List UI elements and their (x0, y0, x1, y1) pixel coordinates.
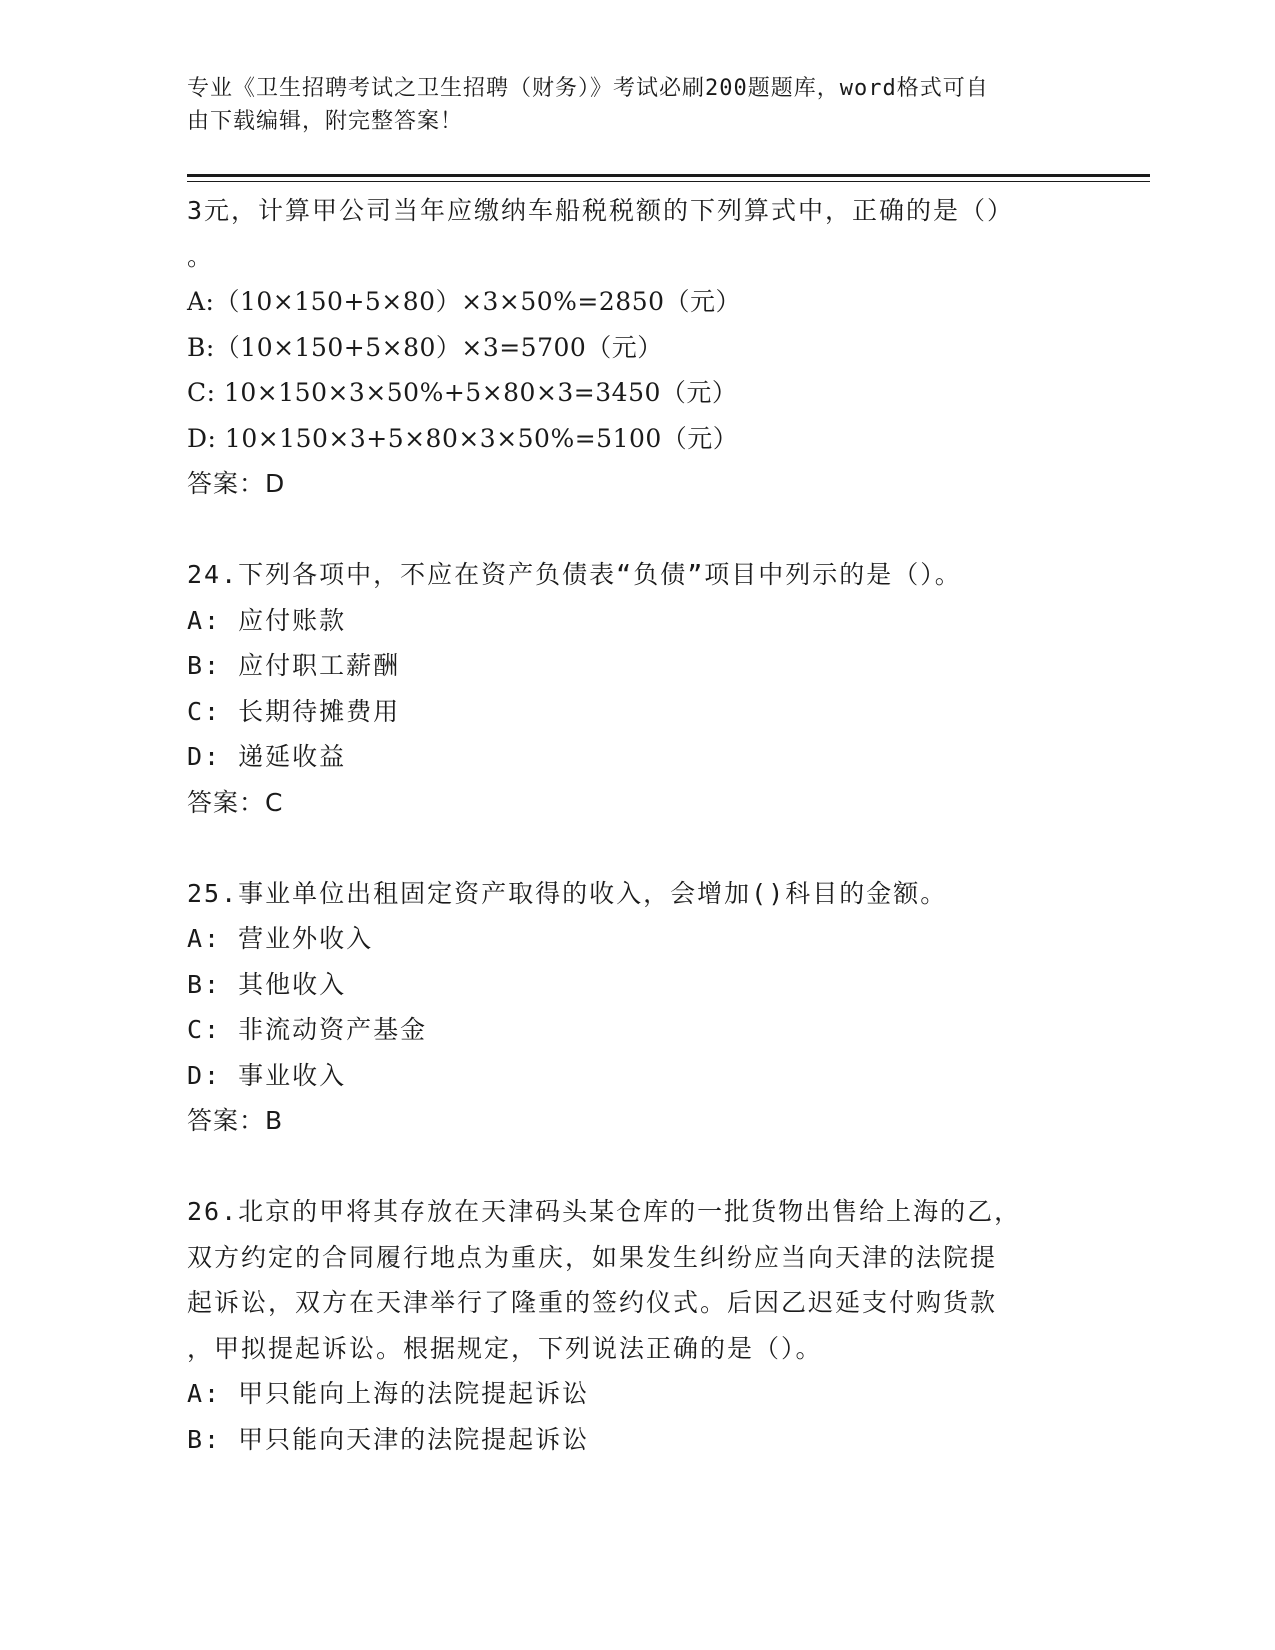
document-header (187, 72, 1067, 138)
question-stem-line: 。 (187, 241, 215, 271)
spacer (187, 507, 1077, 553)
question-25 (187, 871, 1077, 1144)
question-list (187, 188, 1077, 1462)
question-stem-line: 双方约定的合同履行地点为重庆，如果发生纠纷应当向天津的法院提 (187, 1242, 998, 1272)
question-stem-line: 3元，计算甲公司当年应缴纳车船税税额的下列算式中，正确的是（） (187, 196, 1015, 225)
header-divider-thick (187, 174, 1150, 177)
question-24 (187, 552, 1077, 825)
answer-label: 答案：D (187, 469, 286, 498)
option-a: A: 营业外收入 (187, 924, 374, 953)
option-a: A: 应付账款 (187, 605, 347, 635)
header-divider-thin (187, 181, 1150, 182)
question-stem-line: 26.北京的甲将其存放在天津码头某仓库的一批货物出售给上海的乙， (187, 1197, 1022, 1226)
question-continued (187, 188, 1077, 507)
question-stem-line: ，甲拟提起诉讼。根据规定，下列说法正确的是（）。 (187, 1333, 823, 1363)
option-b: B: 甲只能向天津的法院提起诉讼 (187, 1424, 590, 1454)
option-c: C: 10×150×3×50%+5×80×3=3450（元） (187, 378, 738, 407)
header-title-line-1: 专业《卫生招聘考试之卫生招聘（财务）》考试必刷200题题库，word格式可自 (187, 76, 989, 101)
question-26 (187, 1189, 1077, 1462)
option-b: B: 应付职工薪酬 (187, 651, 401, 680)
answer-label: 答案：C (187, 787, 284, 817)
question-stem-line: 起诉讼，双方在天津举行了隆重的签约仪式。后因乙迟延支付购货款 (187, 1288, 998, 1317)
question-stem-line: 24.下列各项中，不应在资产负债表“负债”项目中列示的是（）。 (187, 560, 962, 589)
option-c: C: 长期待摊费用 (187, 696, 401, 726)
question-stem-line: 25.事业单位出租固定资产取得的收入，会增加()科目的金额。 (187, 878, 948, 908)
spacer (187, 825, 1077, 871)
option-a: A:（10×150+5×80）×3×50%=2850（元） (187, 287, 742, 316)
option-b: B: 其他收入 (187, 969, 347, 999)
option-b: B:（10×150+5×80）×3=5700（元） (187, 332, 663, 362)
spacer (187, 1144, 1077, 1190)
option-c: C: 非流动资产基金 (187, 1015, 428, 1044)
option-d: D: 事业收入 (187, 1060, 347, 1090)
option-a: A: 甲只能向上海的法院提起诉讼 (187, 1379, 590, 1408)
option-d: D: 递延收益 (187, 742, 347, 771)
answer-label: 答案：B (187, 1106, 284, 1135)
header-title-line-2: 由下载编辑，附完整答案！ (187, 109, 464, 134)
option-d: D: 10×150×3+5×80×3×50%=5100（元） (187, 423, 739, 453)
